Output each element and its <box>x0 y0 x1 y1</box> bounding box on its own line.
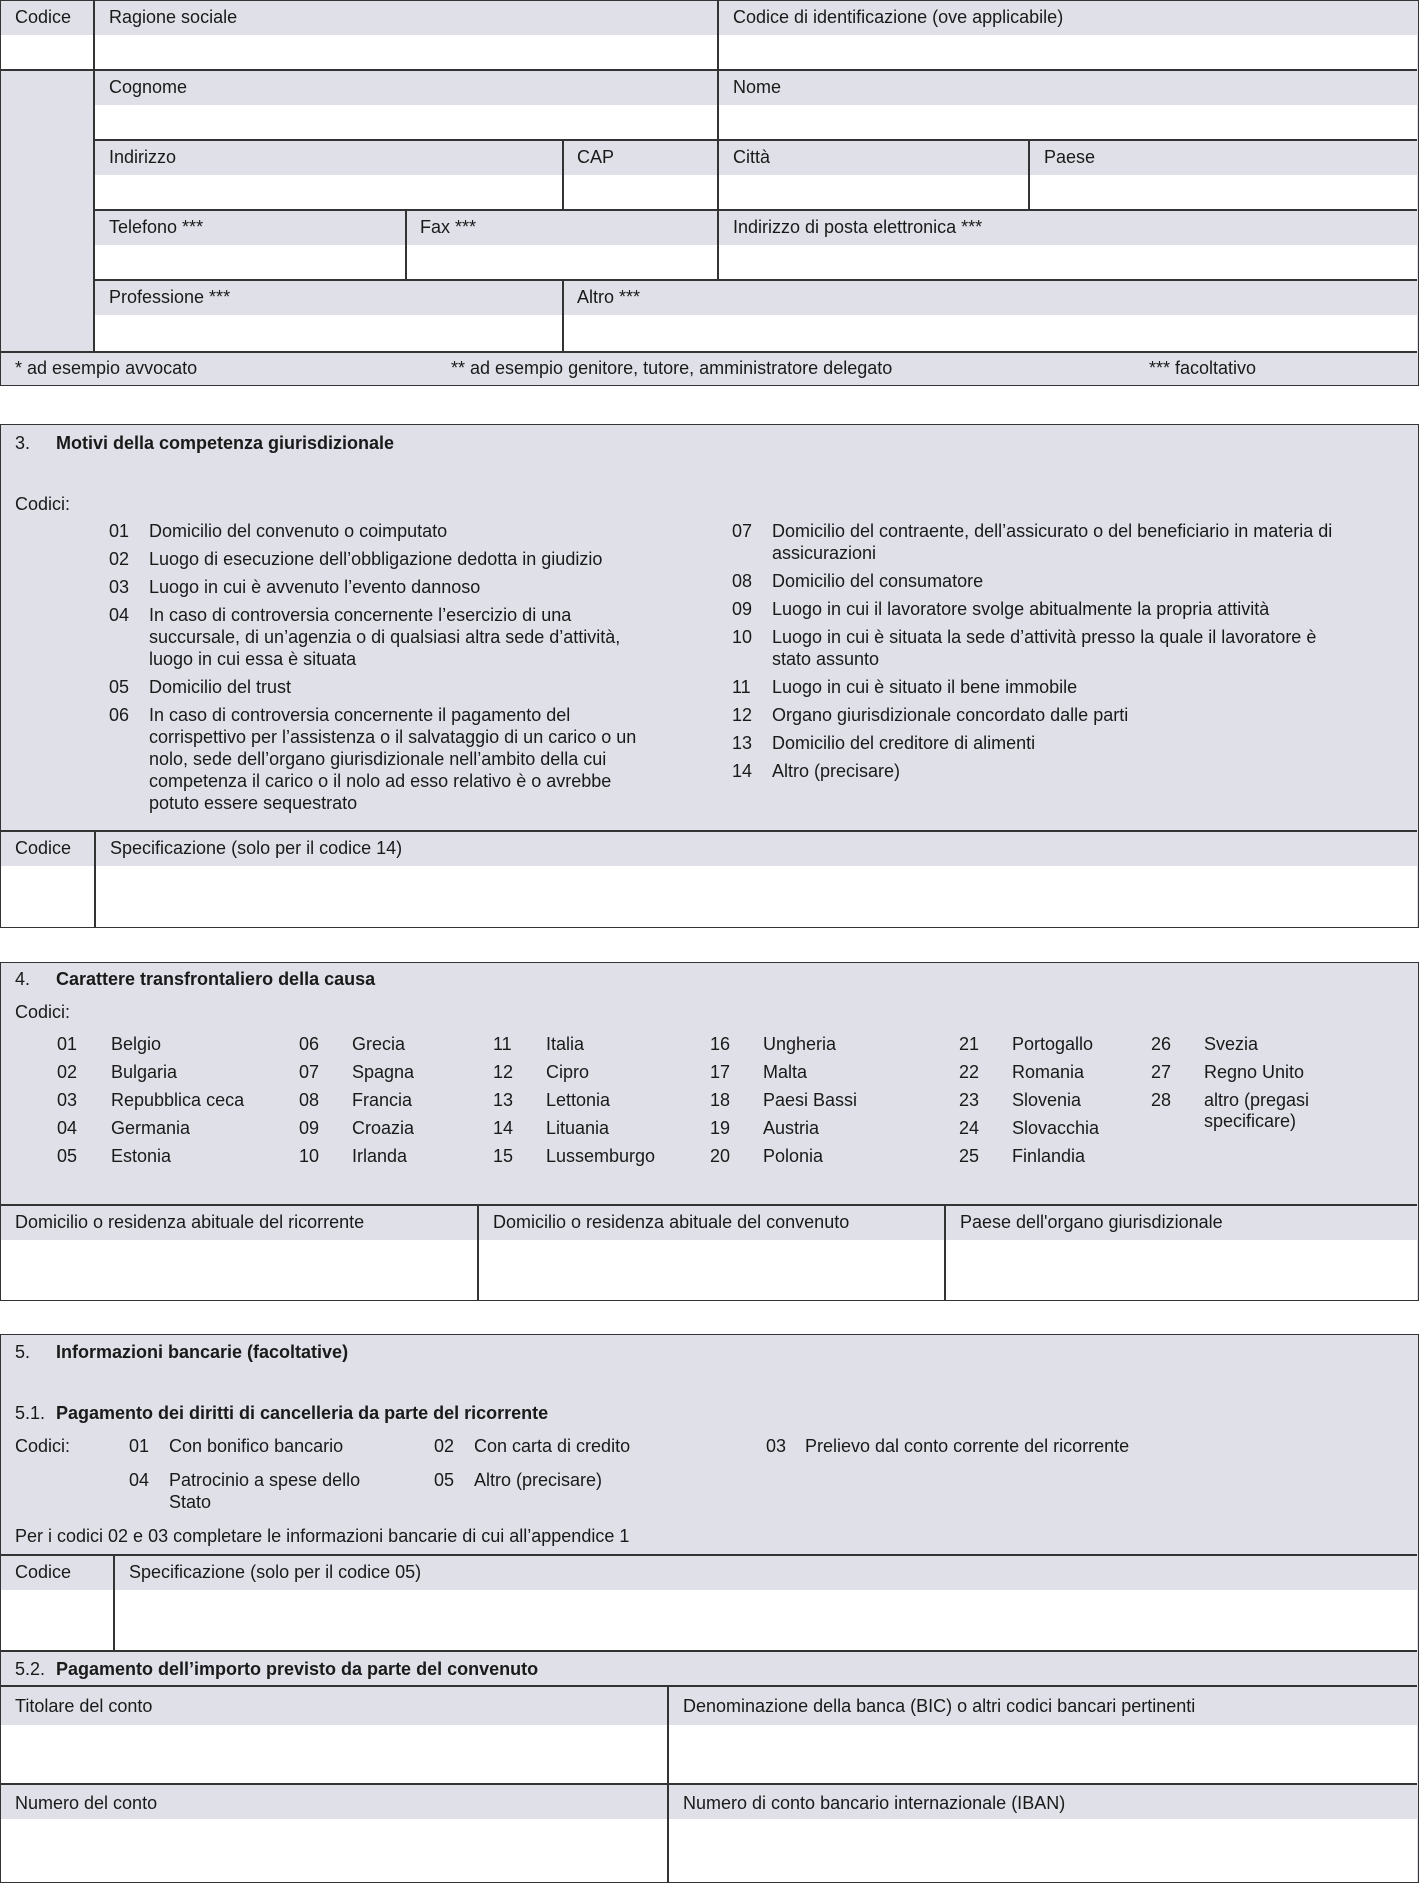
country-code: 28 <box>1151 1090 1172 1110</box>
country-code: 05 <box>57 1146 78 1166</box>
email-label: Indirizzo di posta elettronica *** <box>719 211 1417 245</box>
s51-codice-label: Codice <box>1 1556 113 1590</box>
country-name: Ungheria <box>763 1034 837 1054</box>
professione-input[interactable] <box>95 315 562 351</box>
payment-code-label: Con bonifico bancario <box>169 1436 344 1456</box>
ragione-sociale-cell <box>95 1 718 69</box>
footnote-1: * ad esempio avvocato <box>15 358 198 378</box>
country-code: 27 <box>1151 1062 1172 1082</box>
footnote-2: ** ad esempio genitore, tutore, amministratore delegato <box>451 358 893 378</box>
citta-cell <box>719 141 1029 209</box>
code-number: 12 <box>732 705 753 725</box>
s3-specificazione-input[interactable] <box>96 866 1417 927</box>
s3-specificazione-label: Specificazione (solo per il codice 14) <box>96 832 1417 866</box>
s51-specificazione-cell <box>115 1556 1417 1650</box>
country-code: 04 <box>57 1118 78 1138</box>
country-code: 19 <box>710 1118 731 1138</box>
cap-input[interactable] <box>563 175 718 209</box>
telefono-cell <box>95 211 405 279</box>
country-name: Slovacchia <box>1012 1118 1100 1138</box>
code-description: In caso di controversia concernente l’esercizio di una <box>149 605 572 625</box>
country-name: Paesi Bassi <box>763 1090 858 1110</box>
country-name: Italia <box>546 1034 585 1054</box>
code-number: 05 <box>109 677 130 697</box>
country-code: 01 <box>57 1034 78 1054</box>
country-name: Bulgaria <box>111 1062 178 1082</box>
codice-identificazione-label: Codice di identificazione (ove applicabile) <box>719 1 1417 35</box>
country-code: 26 <box>1151 1034 1172 1054</box>
section-3-jurisdiction <box>0 424 1419 928</box>
code-description: Organo giurisdizionale concordato dalle parti <box>772 705 1129 725</box>
payment-code-label: Prelievo dal conto corrente del ricorrente <box>805 1436 1130 1456</box>
s51-specificazione-label: Specificazione (solo per il codice 05) <box>115 1556 1417 1590</box>
country-name: Grecia <box>352 1034 406 1054</box>
country-name: Cipro <box>546 1062 590 1082</box>
code-number: 06 <box>109 705 130 725</box>
iban-label: Numero di conto bancario internazionale (IBAN) <box>669 1785 1417 1819</box>
code-number: 09 <box>732 599 753 619</box>
country-name: Slovenia <box>1012 1090 1082 1110</box>
code-description: Luogo in cui è situata la sede d’attività presso la quale il lavoratore è <box>772 627 1317 647</box>
titolare-label: Titolare del conto <box>1 1687 667 1725</box>
citta-label: Città <box>719 141 1029 175</box>
iban-input[interactable] <box>669 1819 1417 1882</box>
country-code: 02 <box>57 1062 78 1082</box>
country-name: Lussemburgo <box>546 1146 656 1166</box>
citta-input[interactable] <box>719 175 1029 209</box>
paese-label: Paese <box>1030 141 1417 175</box>
domicilio-convenuto-label: Domicilio o residenza abituale del convenuto <box>479 1206 944 1240</box>
code-description: Domicilio del contraente, dell’assicurato o del beneficiario in materia di <box>772 521 1333 541</box>
code-description: corrispettivo per l’assistenza o il salvataggio di un carico o un <box>149 727 637 747</box>
payment-codes <box>1 1436 1419 1516</box>
country-code: 08 <box>299 1090 320 1110</box>
country-name: altro (pregasi <box>1204 1090 1310 1110</box>
country-name: Romania <box>1012 1062 1085 1082</box>
code-description: nolo, sede dell’organo giurisdizionale nell’ambito della cui <box>149 749 607 769</box>
country-code: 12 <box>493 1062 514 1082</box>
code-description: succursale, di un’agenzia o di qualsiasi altra sede d’attività, <box>149 627 621 647</box>
cognome-input[interactable] <box>95 105 718 139</box>
code-number: 02 <box>109 549 130 569</box>
fax-label: Fax *** <box>406 211 718 245</box>
country-name: Malta <box>763 1062 808 1082</box>
side-grey-column <box>1 71 93 351</box>
country-code: 22 <box>959 1062 980 1082</box>
country-name: Finlandia <box>1012 1146 1086 1166</box>
banca-input[interactable] <box>669 1725 1417 1783</box>
country-name: Spagna <box>352 1062 415 1082</box>
nome-label: Nome <box>719 71 1417 105</box>
section-5-2-number: 5.2. <box>15 1659 46 1679</box>
code-number: 03 <box>109 577 130 597</box>
country-code: 17 <box>710 1062 731 1082</box>
section-5-number: 5. <box>15 1342 31 1362</box>
paese-organo-label: Paese dell'organo giurisdizionale <box>946 1206 1417 1240</box>
section-4-cross-border <box>0 962 1419 1301</box>
country-codes-grid <box>1 1034 1419 1184</box>
s3-specificazione-cell <box>96 832 1417 927</box>
payment-code-number: 04 <box>129 1470 150 1490</box>
codice-identificazione-input[interactable] <box>719 35 1417 69</box>
payment-code-label: Patrocinio a spese dello <box>169 1470 361 1490</box>
s3-codice-input[interactable] <box>1 866 94 927</box>
numero-conto-cell <box>1 1785 667 1882</box>
section-5-1-note: Per i codici 02 e 03 completare le informazioni bancarie di cui all’appendice 1 <box>15 1526 630 1546</box>
professione-cell <box>95 281 562 351</box>
country-code: 10 <box>299 1146 320 1166</box>
payment-code-number: 02 <box>434 1436 455 1456</box>
email-cell <box>719 211 1417 279</box>
paese-cell <box>1030 141 1417 209</box>
codice-cell <box>1 1 94 69</box>
country-name: Belgio <box>111 1034 162 1054</box>
code-description: Domicilio del trust <box>149 677 292 697</box>
s51-codice-cell <box>1 1556 113 1650</box>
country-code: 11 <box>493 1034 512 1054</box>
cognome-label: Cognome <box>95 71 718 105</box>
numero-conto-input[interactable] <box>1 1819 667 1882</box>
altro-cell <box>563 281 1417 351</box>
code-description: Luogo di esecuzione dell’obbligazione dedotta in giudizio <box>149 549 603 569</box>
section-4-codes-label: Codici: <box>15 1002 71 1022</box>
country-name: Estonia <box>111 1146 172 1166</box>
codice-input[interactable] <box>1 35 94 69</box>
paese-organo-cell <box>946 1206 1417 1300</box>
country-name: Polonia <box>763 1146 824 1166</box>
country-name: Germania <box>111 1118 191 1138</box>
nome-input[interactable] <box>719 105 1417 139</box>
country-code: 07 <box>299 1062 320 1082</box>
payment-code-label: Stato <box>169 1492 212 1512</box>
paese-input[interactable] <box>1030 175 1417 209</box>
country-code: 09 <box>299 1118 320 1138</box>
code-description: competenza il carico o il nolo ad esso relativo è o avrebbe <box>149 771 612 791</box>
s51-codice-input[interactable] <box>1 1590 113 1650</box>
banca-label: Denominazione della banca (BIC) o altri codici bancari pertinenti <box>669 1687 1417 1725</box>
indirizzo-label: Indirizzo <box>95 141 562 175</box>
code-description: Luogo in cui è avvenuto l’evento dannoso <box>149 577 481 597</box>
cap-cell <box>563 141 718 209</box>
code-number: 14 <box>732 761 753 781</box>
code-description: Luogo in cui è situato il bene immobile <box>772 677 1078 697</box>
domicilio-ricorrente-input[interactable] <box>1 1240 477 1300</box>
s51-specificazione-input[interactable] <box>115 1590 1417 1650</box>
code-number: 07 <box>732 521 753 541</box>
country-name: Francia <box>352 1090 413 1110</box>
country-code: 16 <box>710 1034 731 1054</box>
code-description: stato assunto <box>772 649 880 669</box>
country-code: 23 <box>959 1090 980 1110</box>
code-description: potuto essere sequestrato <box>149 793 358 813</box>
professione-label: Professione *** <box>95 281 562 315</box>
codice-identificazione-cell <box>719 1 1417 69</box>
code-description: luogo in cui essa è situata <box>149 649 357 669</box>
country-code: 15 <box>493 1146 514 1166</box>
section-4-number: 4. <box>15 969 31 989</box>
country-code: 13 <box>493 1090 514 1110</box>
country-code: 14 <box>493 1118 514 1138</box>
payment-code-label: Con carta di credito <box>474 1436 631 1456</box>
code-description: assicurazioni <box>772 543 877 563</box>
indirizzo-cell <box>95 141 562 209</box>
domicilio-ricorrente-cell <box>1 1206 477 1300</box>
footnote-3: *** facoltativo <box>1149 358 1257 378</box>
section-5-1-title: Pagamento dei diritti di cancelleria da parte del ricorrente <box>56 1403 549 1423</box>
code-description: Domicilio del convenuto o coimputato <box>149 521 448 541</box>
country-name: Portogallo <box>1012 1034 1094 1054</box>
code-number: 01 <box>109 521 130 541</box>
country-name: Regno Unito <box>1204 1062 1305 1082</box>
section-3-left-codes <box>109 521 709 821</box>
cognome-cell <box>95 71 718 139</box>
section-5-1-codes-label: Codici: <box>15 1436 71 1456</box>
fax-cell <box>406 211 718 279</box>
nome-cell <box>719 71 1417 139</box>
numero-conto-label: Numero del conto <box>1 1785 667 1819</box>
party-details-table <box>0 0 1419 386</box>
code-description: Domicilio del consumatore <box>772 571 984 591</box>
section-4-title: Carattere transfrontaliero della causa <box>56 969 376 989</box>
country-code: 20 <box>710 1146 731 1166</box>
cap-label: CAP <box>563 141 718 175</box>
section-3-codes-label: Codici: <box>15 494 71 514</box>
s3-codice-label: Codice <box>1 832 94 866</box>
domicilio-ricorrente-label: Domicilio o residenza abituale del ricorrente <box>1 1206 477 1240</box>
titolare-input[interactable] <box>1 1725 667 1783</box>
code-number: 11 <box>732 677 751 697</box>
banca-cell <box>669 1687 1417 1783</box>
payment-code-number: 01 <box>129 1436 150 1456</box>
code-number: 13 <box>732 733 753 753</box>
titolare-cell <box>1 1687 667 1783</box>
country-code: 03 <box>57 1090 78 1110</box>
country-name: Repubblica ceca <box>111 1090 245 1110</box>
payment-code-label: Altro (precisare) <box>474 1470 603 1490</box>
section-5-1-number: 5.1. <box>15 1403 46 1423</box>
s3-codice-cell <box>1 832 94 927</box>
telefono-input[interactable] <box>95 245 405 279</box>
code-description: Domicilio del creditore di alimenti <box>772 733 1036 753</box>
section-5-bank-info <box>0 1334 1419 1883</box>
section-5-2-title: Pagamento dell’importo previsto da parte del convenuto <box>56 1659 539 1679</box>
domicilio-convenuto-cell <box>479 1206 944 1300</box>
codice-label: Codice <box>1 1 94 35</box>
country-name: specificare) <box>1204 1111 1297 1131</box>
code-number: 08 <box>732 571 753 591</box>
country-name: Lituania <box>546 1118 610 1138</box>
ragione-sociale-input[interactable] <box>95 35 718 69</box>
country-code: 18 <box>710 1090 731 1110</box>
fax-input[interactable] <box>406 245 718 279</box>
code-number: 04 <box>109 605 130 625</box>
payment-code-number: 05 <box>434 1470 455 1490</box>
indirizzo-input[interactable] <box>95 175 562 209</box>
section-5-title: Informazioni bancarie (facoltative) <box>56 1342 349 1362</box>
section-3-number: 3. <box>15 433 31 453</box>
code-description: Luogo in cui il lavoratore svolge abitualmente la propria attività <box>772 599 1270 619</box>
country-name: Svezia <box>1204 1034 1259 1054</box>
domicilio-convenuto-input[interactable] <box>479 1240 944 1300</box>
code-description: In caso di controversia concernente il pagamento del <box>149 705 571 725</box>
country-name: Irlanda <box>352 1146 408 1166</box>
paese-organo-input[interactable] <box>946 1240 1417 1300</box>
altro-label: Altro *** <box>563 281 1417 315</box>
country-code: 24 <box>959 1118 980 1138</box>
country-code: 25 <box>959 1146 980 1166</box>
altro-input[interactable] <box>563 315 1417 351</box>
email-input[interactable] <box>719 245 1417 279</box>
section-3-title: Motivi della competenza giurisdizionale <box>56 433 395 453</box>
iban-cell <box>669 1785 1417 1882</box>
country-name: Croazia <box>352 1118 415 1138</box>
country-code: 06 <box>299 1034 320 1054</box>
country-code: 21 <box>959 1034 980 1054</box>
section-3-right-codes <box>732 521 1412 821</box>
ragione-sociale-label: Ragione sociale <box>95 1 718 35</box>
payment-code-number: 03 <box>766 1436 787 1456</box>
country-name: Lettonia <box>546 1090 611 1110</box>
code-number: 10 <box>732 627 753 647</box>
telefono-label: Telefono *** <box>95 211 405 245</box>
country-name: Austria <box>763 1118 820 1138</box>
code-description: Altro (precisare) <box>772 761 901 781</box>
